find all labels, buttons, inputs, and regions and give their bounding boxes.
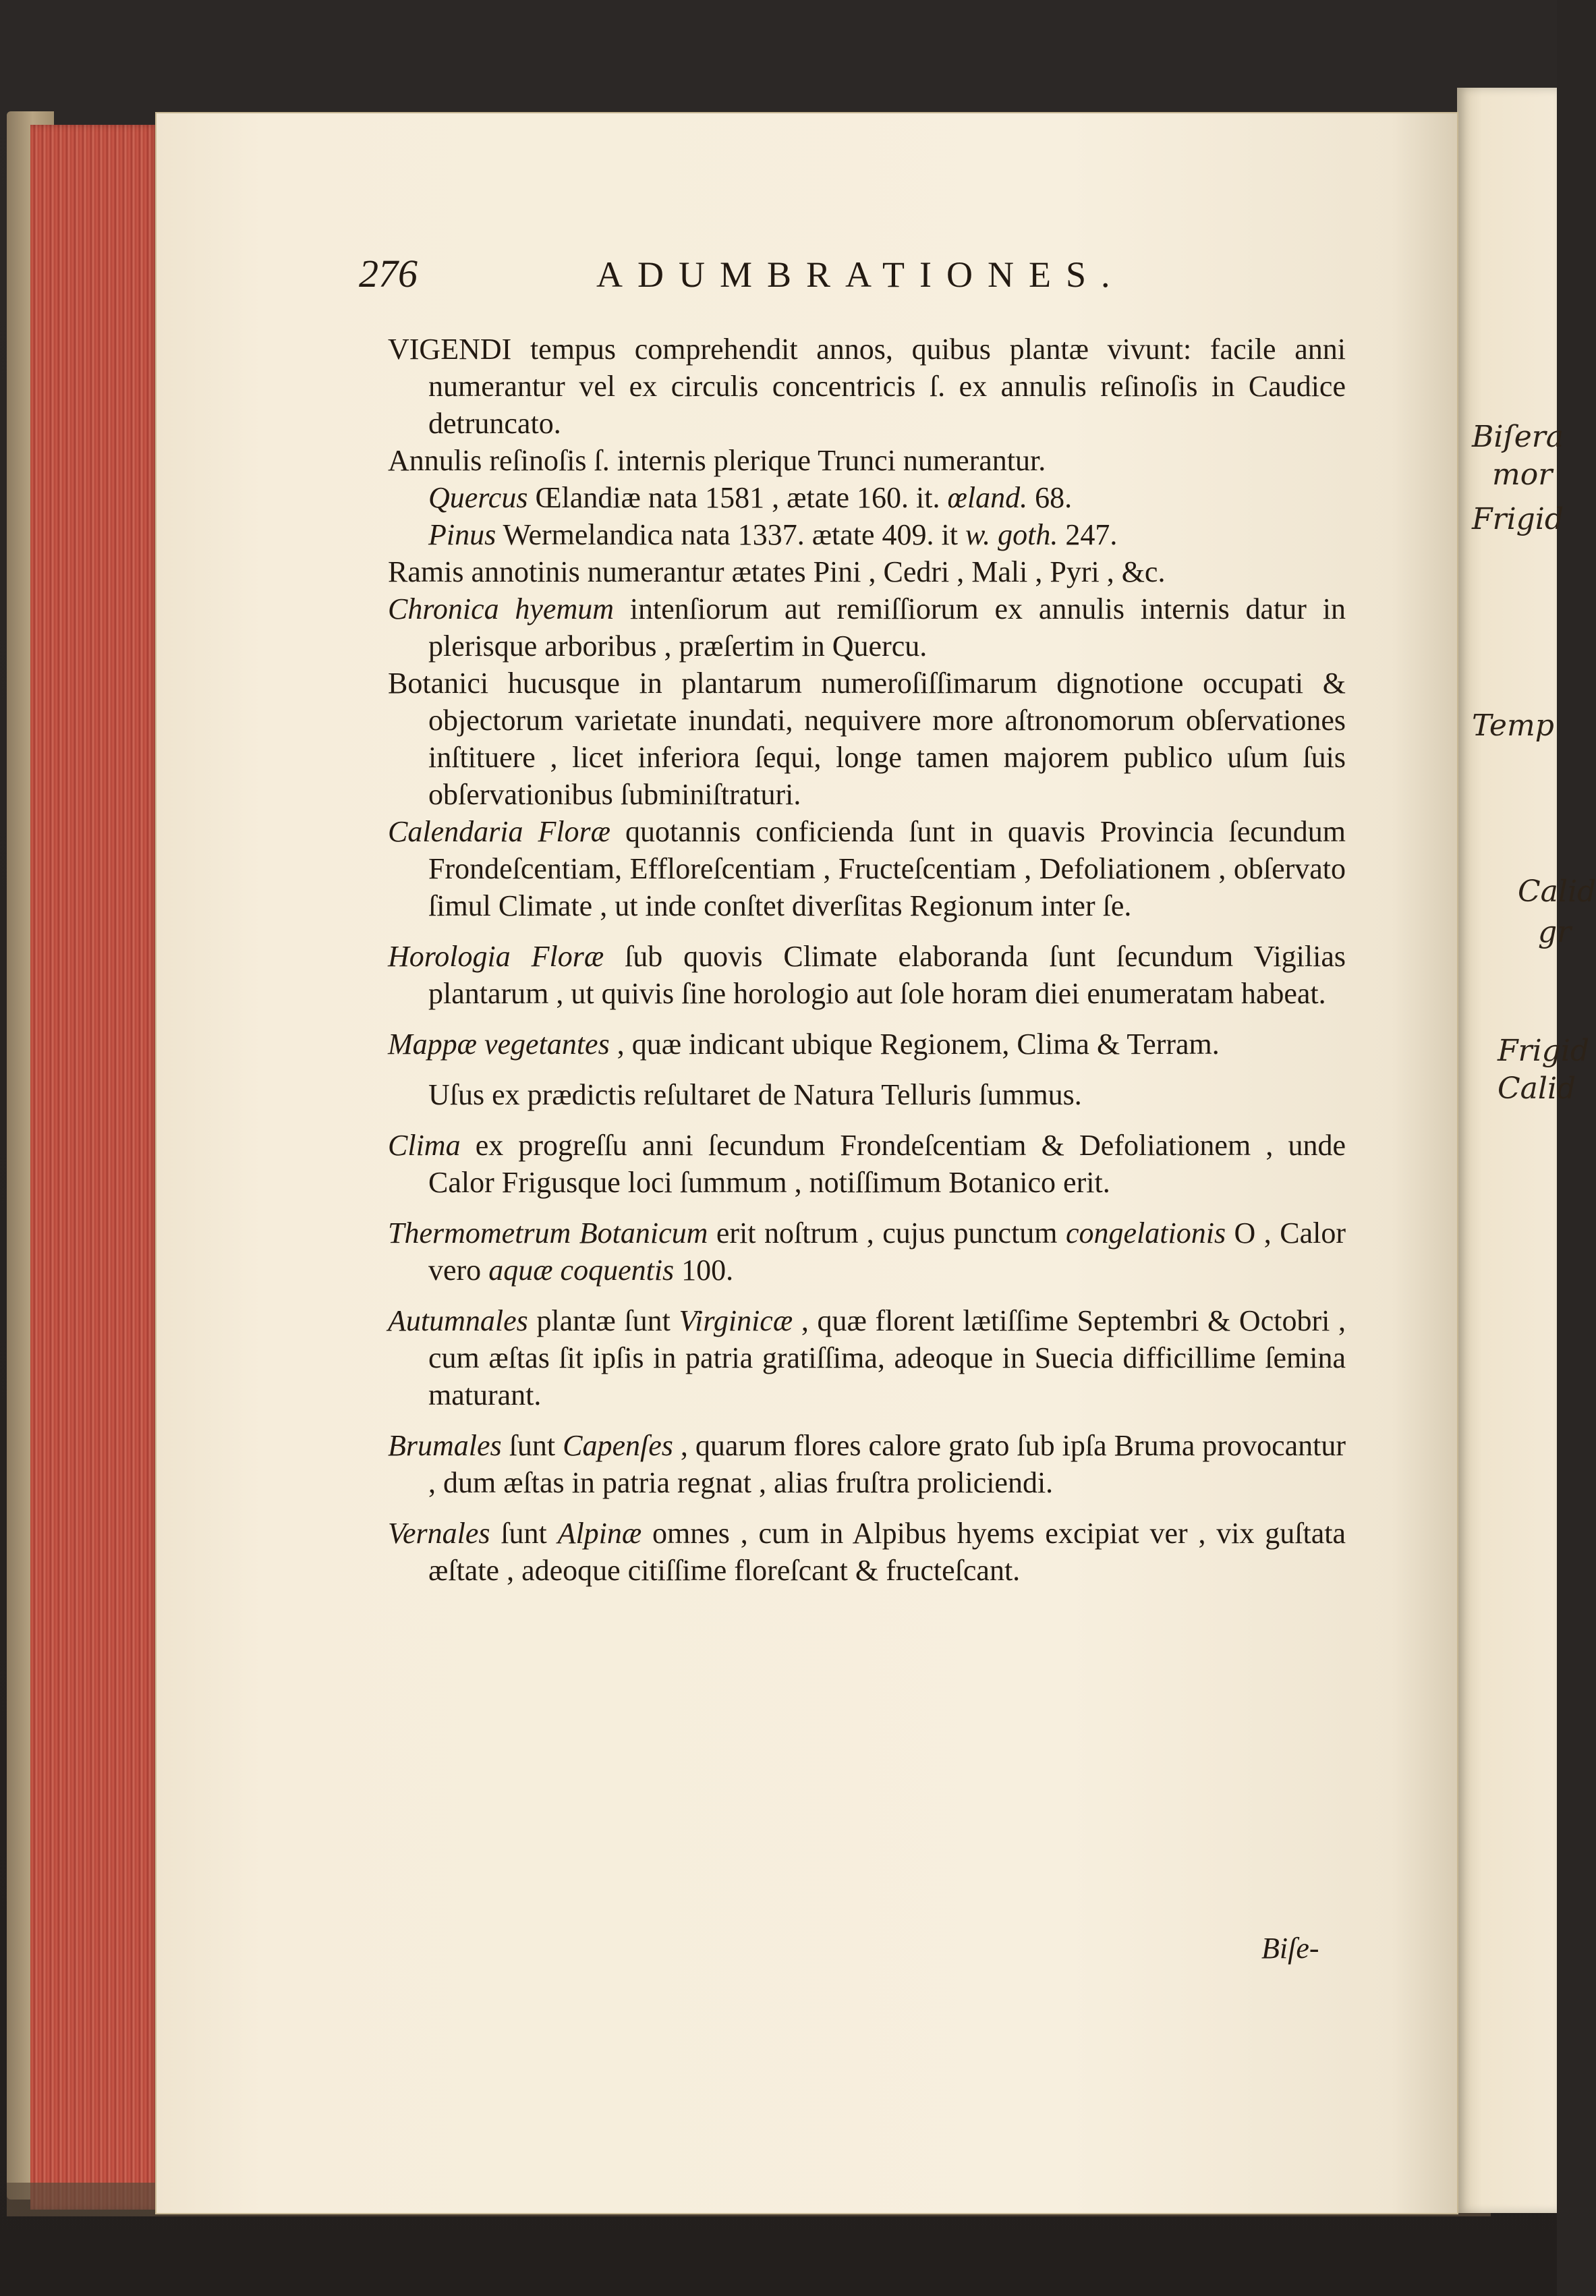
paragraph-chronica [388,590,1346,665]
paragraph-ramis [388,553,1346,590]
paragraph-text: tempus comprehendit annos, quibus plantæ vivunt: facile anni numerantur vel ex circulis concentricis ſ. ex annulis reſinoſis in Caudice detruncato. [428,333,1346,440]
paragraph-horologia [388,938,1346,1012]
term: Chronica hyemum [388,592,615,625]
facing-fragment: Calid [1498,1071,1576,1106]
running-head: ADUMBRATIONES. [596,254,1125,295]
paragraph-mappae [388,1026,1346,1063]
paragraph-text: , quarum flores calore grato ſub ipſa Bruma provocantur , dum æſtas in patria regnat , alias fruſtra proliciendi. [428,1429,1346,1499]
facing-fragment: mor [1492,457,1553,492]
species-name: Pinus [428,518,496,551]
paragraph-usus [388,1076,1346,1113]
facing-fragment: Biſera [1472,420,1564,454]
term: congelationis [1066,1216,1226,1250]
facing-fragment: Calid [1518,874,1596,909]
paragraph-text: 68. [1027,481,1073,514]
paragraph-text: O , Calor vero [428,1216,1346,1287]
term: Clima [388,1129,461,1162]
term: Capenſes [563,1429,673,1462]
paragraph-text: Ramis annotinis numerantur ætates Pini , Cedri , Mali , Pyri , &c. [388,555,1166,588]
reference: œland. [947,481,1028,514]
facing-page [1457,88,1596,2213]
paragraph-text: 247. [1058,518,1118,551]
facing-fragment: Frigid [1472,502,1564,536]
paragraph-clima [388,1127,1346,1201]
red-page-edge [30,125,159,2210]
page-header [359,251,1344,305]
paragraph-text: quotannis conficienda ſunt in quavis Provincia ſecundum Frondeſcentiam, Effloreſcentiam , Fructeſcentiam , Defoliationem , obſervato ſimul Climate , ut inde conſtet diverſitas Regionum inter ſe. [428,815,1346,922]
page-number: 276 [359,252,418,296]
paragraph-botanici [388,665,1346,813]
paragraph-thermometrum [388,1214,1346,1289]
paragraph-text: intenſiorum aut remiſſiorum ex annulis internis datur in plerisque arboribus , præſertim in Quercu. [428,592,1346,663]
term: Mappæ vegetantes [388,1028,610,1061]
species-name: Quercus [428,481,528,514]
page-body [388,331,1346,1589]
term: Calendaria Floræ [388,815,611,848]
term: Thermometrum Botanicum [388,1216,708,1250]
paragraph-text: ſunt [501,1429,563,1462]
paragraph-text: ſunt [490,1517,558,1550]
term: Vernales [388,1517,490,1550]
term: Brumales [388,1429,502,1462]
term: Horologia Floræ [388,940,604,973]
paragraph-autumnales [388,1302,1346,1413]
facing-fragment: Temp [1472,708,1554,743]
paragraph-text: plantæ ſunt [528,1304,679,1337]
paragraph-text: ex progreſſu anni ſecundum Frondeſcentiam & Defoliationem , unde Calor Frigusque loci ſummum , notiſſimum Botanico erit. [428,1129,1346,1199]
catchword: Biſe- [1261,1932,1319,1965]
paragraph-text: Œlandiæ nata 1581 , ætate 160. it. [528,481,948,514]
example-quercus [388,479,1346,516]
term: aquæ coquentis [488,1254,675,1287]
paragraph-calendaria [388,813,1346,924]
paragraph-text: , quæ florent lætiſſime Septembri & Octobri , cum æſtas ſit ipſis in patria gratiſſima, adeoque in Suecia difficillime ſemina maturant. [428,1304,1346,1411]
example-pinus [388,516,1346,553]
term: Virginicæ [679,1304,793,1337]
paragraph-text: erit noſtrum , cujus punctum [708,1216,1066,1250]
paragraph-text: Wermelandica nata 1337. ætate 409. it [496,518,966,551]
facing-fragment: Frigid [1498,1034,1590,1068]
paragraph-vernales [388,1515,1346,1589]
paragraph-text: 100. [674,1254,734,1287]
paragraph-vigendi [388,331,1346,442]
paragraph-brumales [388,1427,1346,1501]
paragraph-text: omnes , cum in Alpibus hyems excipiat ver , vix guſtata æſtate , adeoque citiſſime floreſcant & fructeſcant. [428,1517,1346,1587]
lead-word: VIGENDI [388,333,512,366]
reference: w. goth. [965,518,1058,551]
paragraph-text: ſub quovis Climate elaboranda ſunt ſecundum Vigilias plantarum , ut quivis ſine horologio aut ſole horam diei enumeratam habeat. [428,940,1346,1010]
facing-fragment: gr [1538,915,1572,949]
paragraph-text: , quæ indicant ubique Regionem, Clima & Terram. [609,1028,1220,1061]
paragraph-text: Annulis reſinoſis ſ. internis plerique Trunci numerantur. [388,444,1046,477]
paragraph-text: Uſus ex prædictis reſultaret de Natura Telluris ſummus. [428,1078,1082,1111]
paragraph-annulis [388,442,1346,479]
paragraph-text: Botanici hucusque in plantarum numeroſiſſimarum dignotione occupati & objectorum varietate inundati, nequivere more aſtronomorum obſervationes inſtituere , licet inferiora ſequi, longe tamen majorem publico uſum ſuis obſervationibus ſubminiſtraturi. [388,667,1346,811]
term: Autumnales [388,1304,528,1337]
term: Alpinæ [557,1517,642,1550]
